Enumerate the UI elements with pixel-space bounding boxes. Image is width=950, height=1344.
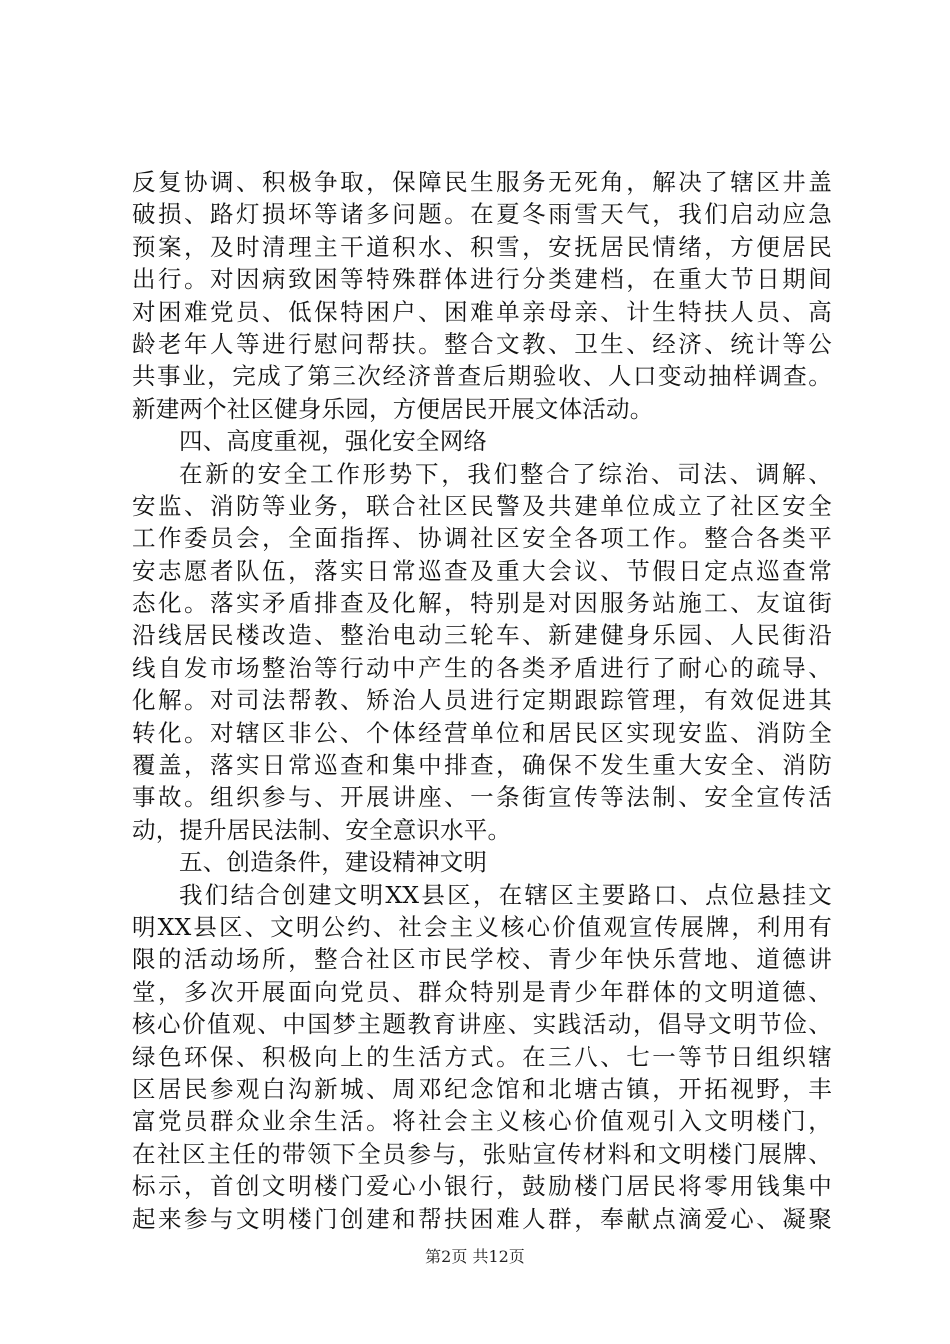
- text-line: 化解。对司法帮教、矫治人员进行定期跟踪管理，有效促进其: [132, 686, 832, 715]
- text-line: 覆盖，落实日常巡查和集中排查，确保不发生重大安全、消防: [132, 751, 832, 780]
- text-line: 富党员群众业余生活。将社会主义核心价值观引入文明楼门，: [132, 1107, 832, 1136]
- text-line: 安监、消防等业务，联合社区民警及共建单位成立了社区安全: [132, 491, 832, 520]
- text-line: 龄老年人等进行慰问帮扶。整合文教、卫生、经济、统计等公: [132, 329, 832, 358]
- text-line: 在新的安全工作形势下，我们整合了综治、司法、调解、: [179, 459, 832, 488]
- text-line: 破损、路灯损坏等诸多问题。在夏冬雨雪天气，我们启动应急: [132, 200, 832, 229]
- text-line: 标示，首创文明楼门爱心小银行，鼓励楼门居民将零用钱集中: [132, 1172, 832, 1201]
- text-line: 工作委员会，全面指挥、协调社区安全各项工作。整合各类平: [132, 524, 832, 553]
- document-body: [132, 166, 832, 1235]
- text-line: 出行。对因病致困等特殊群体进行分类建档，在重大节日期间: [132, 265, 832, 294]
- text-line: 对困难党员、低保特困户、困难单亲母亲、计生特扶人员、高: [132, 297, 832, 326]
- page-footer: 第2页 共12页: [425, 1247, 525, 1266]
- text-line: 反复协调、积极争取，保障民生服务无死角，解决了辖区井盖: [132, 168, 832, 196]
- section-heading: 四、高度重视，强化安全网络: [179, 427, 488, 456]
- text-line: 预案，及时清理主干道积水、积雪，安抚居民情绪，方便居民: [132, 232, 832, 261]
- text-line: 态化。落实矛盾排查及化解，特别是对因服务站施工、友谊街: [132, 589, 832, 618]
- text-line: 共事业，完成了第三次经济普查后期验收、人口变动抽样调查。: [132, 362, 832, 391]
- text-line: 堂，多次开展面向党员、群众特别是青少年群体的文明道德、: [132, 977, 832, 1006]
- text-line: 线自发市场整治等行动中产生的各类矛盾进行了耐心的疏导、: [132, 653, 832, 682]
- text-line: 绿色环保、积极向上的生活方式。在三八、七一等节日组织辖: [132, 1042, 832, 1071]
- text-line: 在社区主任的带领下全员参与，张贴宣传材料和文明楼门展牌、: [132, 1139, 832, 1168]
- text-line: 转化。对辖区非公、个体经营单位和居民区实现安监、消防全: [132, 718, 832, 747]
- text-line: 起来参与文明楼门创建和帮扶困难人群，奉献点滴爱心、凝聚: [132, 1204, 832, 1233]
- text-line: 明XX县区、文明公约、社会主义核心价值观宣传展牌，利用有: [132, 912, 832, 941]
- text-line: 限的活动场所，整合社区市民学校、青少年快乐营地、道德讲: [132, 945, 832, 974]
- text-line: 沿线居民楼改造、整治电动三轮车、新建健身乐园、人民街沿: [132, 621, 832, 650]
- text-line: 事故。组织参与、开展讲座、一条街宣传等法制、安全宣传活: [132, 783, 832, 812]
- section-heading: 五、创造条件，建设精神文明: [179, 848, 488, 877]
- text-line: 新建两个社区健身乐园，方便居民开展文体活动。: [132, 394, 654, 423]
- text-line: 核心价值观、中国梦主题教育讲座、实践活动，倡导文明节俭、: [132, 1010, 832, 1039]
- text-line: 安志愿者队伍，落实日常巡查及重大会议、节假日定点巡查常: [132, 556, 832, 585]
- text-line: 区居民参观白沟新城、周邓纪念馆和北塘古镇，开拓视野，丰: [132, 1074, 832, 1103]
- text-line: 动，提升居民法制、安全意识水平。: [132, 815, 512, 844]
- text-line: 我们结合创建文明XX县区，在辖区主要路口、点位悬挂文: [179, 880, 832, 909]
